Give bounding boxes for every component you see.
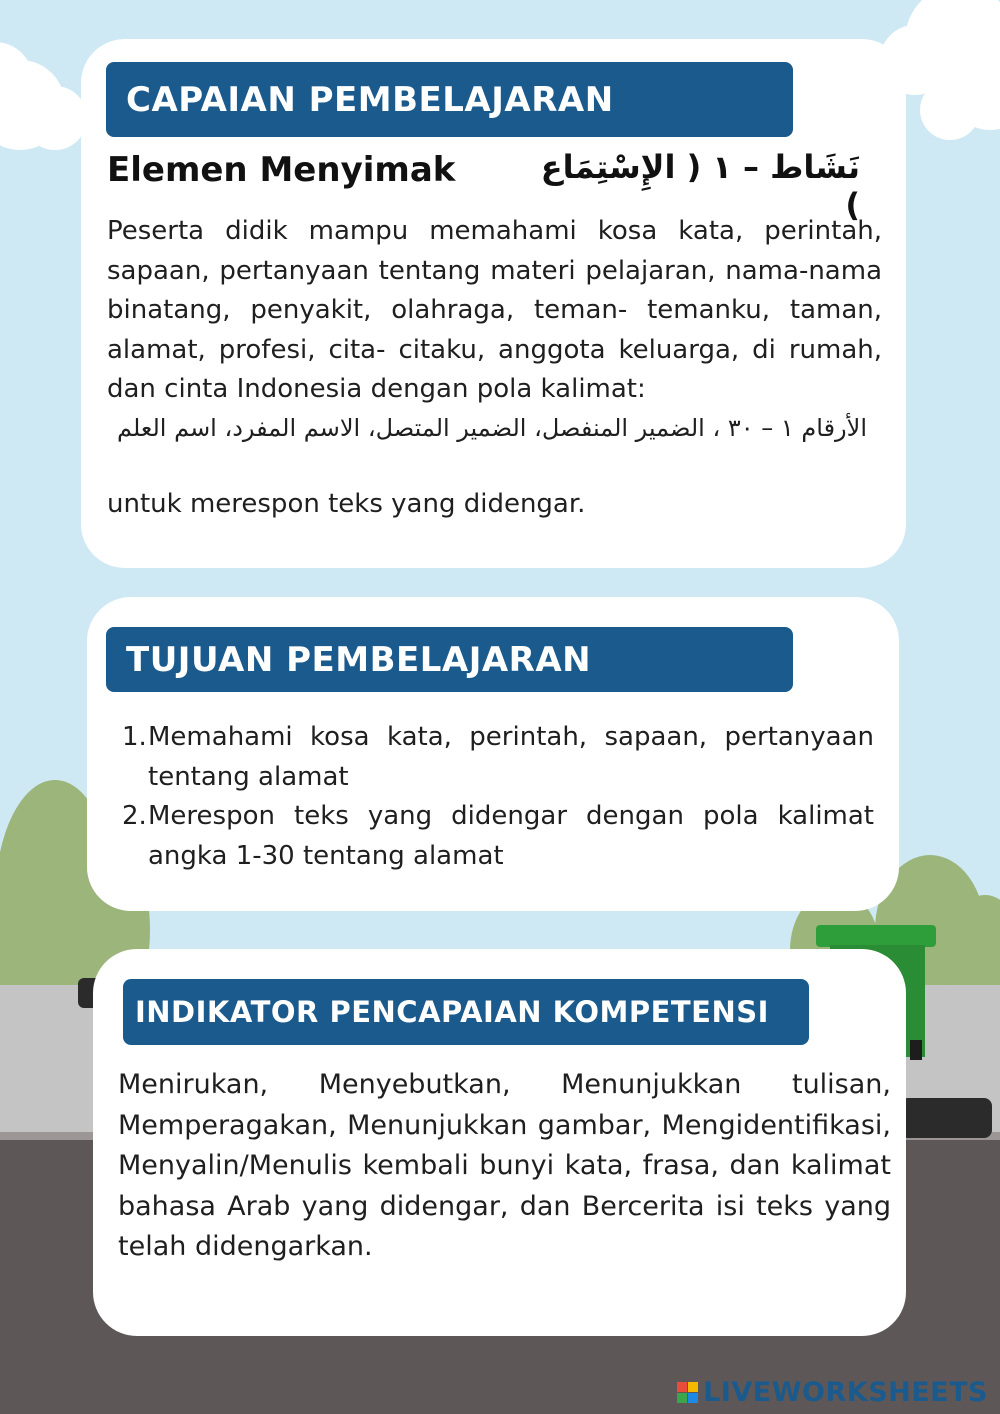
indikator-paragraph: Menirukan, Menyebutkan, Menunjukkan tulisan, Memperagakan, Menunjukkan gambar, Mengidentifikasi, Menyalin/Menulis kembali bunyi kata, frasa, dan kalimat bahasa Arab yang didengar, dan Bercerita isi teks yang telah didengarkan. <box>118 1069 891 1262</box>
capaian-heading-banner <box>106 62 793 137</box>
list-item-number: 2. <box>122 801 147 831</box>
capaian-closing: untuk merespon teks yang didengar. <box>107 489 586 519</box>
list-item-text: Merespon teks yang didengar dengan pola kalimat angka 1-30 tentang alamat <box>148 801 874 871</box>
tujuan-list <box>108 718 874 876</box>
arabic-pattern: الأرقام ١ – ٣٠ ، الضمير المنفصل، الضمير المتصل، الاسم المفرد، اسم العلم <box>116 414 867 442</box>
indikator-heading: INDIKATOR PENCAPAIAN KOMPETENSI <box>135 995 769 1029</box>
indikator-heading-banner <box>123 979 809 1045</box>
element-label: Elemen Menyimak <box>107 150 456 190</box>
capaian-heading: CAPAIAN PEMBELAJARAN <box>126 79 614 120</box>
liveworksheets-watermark <box>677 1377 988 1408</box>
arabic-activity-title: نَشَاط – ١ ( الإِسْتِمَاع ) <box>540 148 860 224</box>
tujuan-heading: TUJUAN PEMBELAJARAN <box>126 639 592 680</box>
tujuan-heading-banner <box>106 627 793 692</box>
capaian-paragraph: Peserta didik mampu memahami kosa kata, perintah, sapaan, pertanyaan tentang materi pelajaran, nama-nama binatang, penyakit, olahraga, teman- temanku, taman, alamat, profesi, cita- citaku, anggota keluarga, di rumah, dan cinta Indonesia dengan pola kalimat: <box>107 216 882 404</box>
list-item-text: Memahami kosa kata, perintah, sapaan, pertanyaan tentang alamat <box>148 722 874 792</box>
liveworksheets-logo-icon <box>677 1382 698 1403</box>
list-item <box>108 797 874 876</box>
list-item-number: 1. <box>122 722 147 752</box>
list-item <box>108 718 874 797</box>
watermark-text: LIVEWORKSHEETS <box>703 1377 988 1408</box>
